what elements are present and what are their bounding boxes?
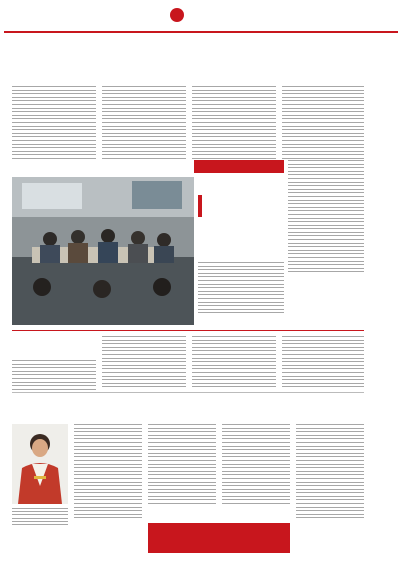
safety-body-col2 [102,336,186,390]
feature-portrait [12,424,68,504]
lead-body-col1 [12,86,96,161]
quote-box [198,177,284,259]
lead-body-col6 [288,160,364,275]
feature-body-col4 [296,424,364,521]
safety-body-col3 [192,336,276,390]
safety-body-col1 [12,360,96,392]
right-column-rule [366,40,367,580]
lead-body-col5 [198,262,284,316]
lead-banner [194,160,284,173]
quote-box-marker [198,195,202,217]
portrait-image [12,424,68,504]
slogan-banner [148,523,290,553]
logo-seal-icon [170,8,184,22]
logo [168,6,238,26]
feature-body-col1 [74,424,142,521]
lead-photo [12,177,194,325]
lead-body-col2 [102,86,186,161]
feature-divider [12,392,364,393]
lead-body-col3 [192,86,276,161]
masthead-rule [4,31,398,33]
lead-divider [12,330,364,331]
safety-body-col4 [282,336,364,390]
feature-body-col3 [222,424,290,507]
masthead [0,0,402,40]
meeting-scene-image [12,177,194,325]
lead-body-col4 [282,86,364,161]
portrait-caption [12,508,68,527]
feature-body-col2 [148,424,216,507]
